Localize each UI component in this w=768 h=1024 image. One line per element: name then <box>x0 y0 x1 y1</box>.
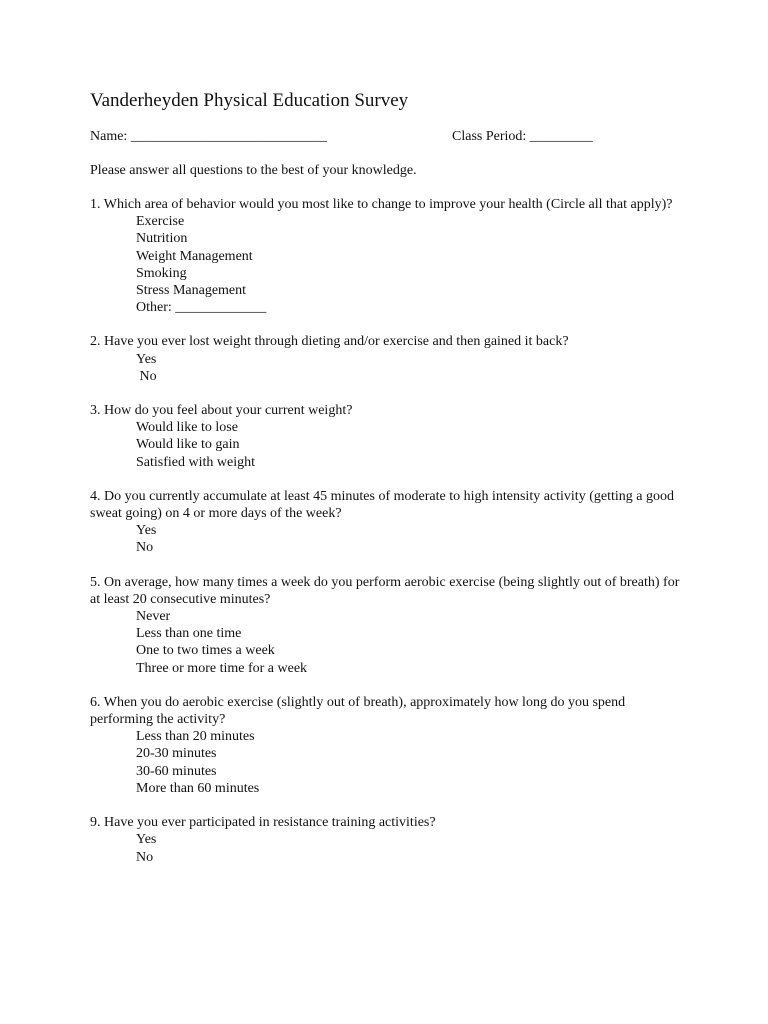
answer-option: Satisfied with weight <box>136 454 255 470</box>
answer-options <box>90 728 690 797</box>
question-6 <box>90 694 690 797</box>
answer-option: 30-60 minutes <box>136 763 217 779</box>
question-text: 1. Which area of behavior would you most like to change to improve your health (Circle all that apply)? <box>90 197 673 212</box>
question-5 <box>90 574 690 677</box>
question-9 <box>90 814 690 866</box>
question-text: 9. Have you ever participated in resistance training activities? <box>90 815 436 831</box>
answer-option: More than 60 minutes <box>136 780 260 796</box>
answer-option: Nutrition <box>136 231 188 247</box>
question-3 <box>90 402 690 471</box>
survey-title: Vanderheyden Physical Education Survey <box>90 90 409 111</box>
question-text: 2. Have you ever lost weight through dieting and/or exercise and then gained it back? <box>90 334 569 350</box>
survey-page <box>90 88 690 883</box>
answer-options <box>90 419 690 471</box>
answer-option: Yes <box>136 351 157 367</box>
question-4 <box>90 488 690 557</box>
answer-option: Less than one time <box>136 626 242 642</box>
question-text: 4. Do you currently accumulate at least 45 minutes of moderate to high intensity activity (getting a good sweat going) on 4 or more days of the week? <box>90 488 674 522</box>
question-text: 3. How do you feel about your current weight? <box>90 403 353 419</box>
question-text: 6. When you do aerobic exercise (slightly out of breath), approximately how long do you spend performing the activity? <box>90 694 626 728</box>
instructions: Please answer all questions to the best of your knowledge. <box>90 163 417 178</box>
answer-option: Yes <box>136 832 157 848</box>
answer-option: 20-30 minutes <box>136 746 217 762</box>
question-text: 5. On average, how many times a week do you perform aerobic exercise (being slightly out of breath) for at least 20 consecutive minutes? <box>90 574 680 607</box>
answer-option: Less than 20 minutes <box>136 729 255 745</box>
answer-options <box>90 831 690 865</box>
answer-option: Would like to lose <box>136 420 238 436</box>
answer-option: Yes <box>136 523 157 539</box>
student-info-row <box>90 128 690 146</box>
answer-option: Never <box>136 609 171 625</box>
question-2 <box>90 333 690 385</box>
answer-options <box>90 522 690 556</box>
answer-option: Other: _____________ <box>136 300 267 316</box>
answer-option: Stress Management <box>136 283 247 299</box>
name-field: Name: ____________________________ <box>90 129 327 144</box>
answer-options <box>90 351 690 385</box>
answer-option: No <box>136 540 154 556</box>
question-1 <box>90 196 690 316</box>
answer-option: No <box>136 368 157 384</box>
answer-option: Exercise <box>136 214 185 230</box>
answer-option: Smoking <box>136 265 187 281</box>
answer-option: One to two times a week <box>136 643 275 659</box>
answer-options <box>90 213 690 316</box>
answer-option: No <box>136 849 154 865</box>
class-period-field: Class Period: _________ <box>452 129 593 144</box>
answer-option: Three or more time for a week <box>136 660 308 676</box>
answer-options <box>90 608 690 677</box>
answer-option: Weight Management <box>136 248 253 264</box>
answer-option: Would like to gain <box>136 437 240 453</box>
